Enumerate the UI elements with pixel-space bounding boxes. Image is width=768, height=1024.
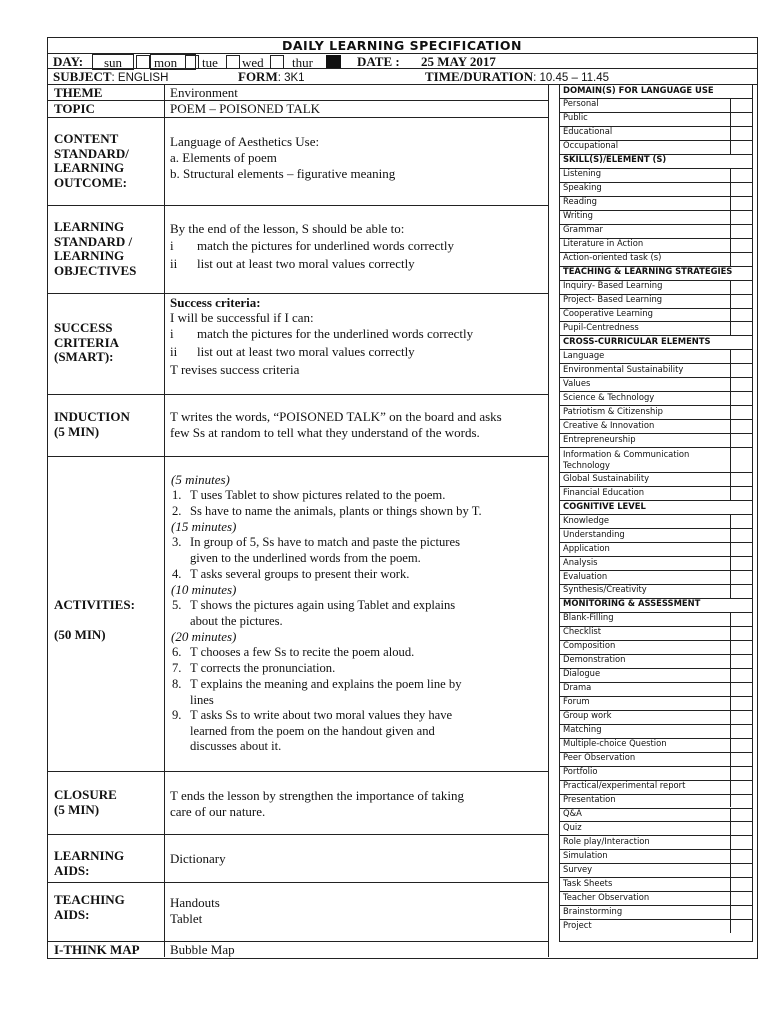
date-label: DATE :: [357, 54, 400, 69]
sidebar-checkbox[interactable]: [730, 640, 752, 654]
success-criteria-item: list out at least two moral values correctly: [197, 344, 415, 359]
sidebar-checkbox[interactable]: [730, 612, 752, 626]
sidebar-checkbox[interactable]: [730, 654, 752, 668]
sidebar-option-label: Q&A: [563, 808, 582, 818]
sidebar-option-label: Forum: [563, 696, 590, 707]
sidebar-option-label: Blank-Filling: [563, 612, 614, 623]
sidebar-checkbox[interactable]: [730, 308, 752, 322]
sidebar-checkbox[interactable]: [730, 766, 752, 780]
day-thur: thur: [292, 55, 313, 70]
activity-phase: (10 minutes): [171, 582, 237, 597]
sidebar-checkbox[interactable]: [730, 877, 752, 891]
activities-duration: (50 MIN): [54, 627, 106, 642]
learning-aids-value: Dictionary: [170, 851, 226, 866]
sidebar-checkbox[interactable]: [730, 224, 752, 238]
ithink-value: Bubble Map: [170, 942, 235, 957]
sidebar-checkbox[interactable]: [730, 472, 752, 486]
learning-aids-label: LEARNING AIDS:: [54, 848, 125, 878]
sidebar-option-label: Survey: [563, 863, 593, 874]
sidebar-checkbox[interactable]: [730, 849, 752, 863]
sidebar-checkbox[interactable]: [730, 363, 752, 377]
sidebar-checkbox[interactable]: [730, 238, 752, 252]
sidebar-option-label: Application: [563, 542, 610, 553]
learning-objective: list out at least two moral values correctly: [197, 256, 415, 271]
content-standard-label: CONTENT STANDARD/ LEARNING OUTCOME:: [54, 131, 129, 190]
learning-standard-label: LEARNING STANDARD / LEARNING OBJECTIVES: [54, 219, 137, 278]
sidebar-option-label: Patriotism & Citizenship: [563, 405, 663, 416]
day-sun: sun: [104, 55, 123, 70]
sidebar-checkbox[interactable]: [730, 919, 752, 933]
activity-phase: (20 minutes): [171, 629, 237, 644]
sidebar-checkbox[interactable]: [730, 321, 752, 335]
day-label: DAY:: [53, 54, 84, 69]
sidebar-checkbox[interactable]: [730, 556, 752, 570]
time-label: TIME/DURATION: [425, 69, 534, 84]
sidebar-option-label: Personal: [563, 98, 599, 109]
induction-label: INDUCTION (5 MIN): [54, 409, 130, 439]
sidebar-option-label: Multiple-choice Question: [563, 738, 667, 749]
sidebar-option-label: Peer Observation: [563, 752, 636, 763]
sidebar-option-label: Project: [563, 919, 592, 930]
sidebar-checkbox[interactable]: [730, 626, 752, 640]
content-standard-text: Language of Aesthetics Use: a. Elements of poem b. Structural elements – figurative meaning: [170, 134, 396, 181]
sidebar-option-label: Drama: [563, 682, 592, 693]
sidebar-checkbox[interactable]: [730, 696, 752, 710]
sidebar-option-label: Creative & Innovation: [563, 419, 655, 430]
success-criteria-intro: I will be successful if I can:: [170, 310, 314, 325]
success-criteria-note: T revises success criteria: [170, 362, 300, 377]
sidebar-option-label: Role play/Interaction: [563, 835, 650, 846]
sidebar-option-label: Presentation: [563, 794, 616, 805]
sidebar-option-label: Grammar: [563, 224, 603, 235]
sidebar-option-label: Quiz: [563, 821, 582, 832]
sidebar-option-label: Financial Education: [563, 486, 645, 497]
activity-phase: (15 minutes): [171, 519, 237, 534]
learning-objective: match the pictures for underlined words correctly: [197, 238, 455, 253]
sidebar-checkbox[interactable]: [730, 433, 752, 447]
sidebar-option-label: Group work: [563, 710, 612, 721]
sidebar-checkbox[interactable]: [730, 542, 752, 556]
learning-standard-intro: By the end of the lesson, S should be able to:: [170, 221, 405, 236]
day-check-sun[interactable]: [136, 55, 150, 69]
sidebar-option-label: Occupational: [563, 140, 619, 151]
sidebar-checkbox[interactable]: [730, 447, 752, 472]
activity-phase: (5 minutes): [171, 472, 230, 487]
day-wed: wed: [242, 55, 264, 70]
sidebar-option-label: Composition: [563, 640, 616, 651]
sidebar-option-label: Analysis: [563, 556, 598, 567]
sidebar-checkbox[interactable]: [730, 570, 752, 584]
sidebar-checkbox[interactable]: [730, 528, 752, 542]
sidebar-option-label: Environmental Sustainability: [563, 363, 684, 374]
sidebar-option-label: Portfolio: [563, 766, 598, 777]
sidebar-option-label: Listening: [563, 168, 602, 179]
sidebar-option-label: Evaluation: [563, 570, 608, 581]
learning-objective-num: ii: [170, 256, 178, 271]
sidebar-option-label: Language: [563, 349, 605, 360]
sidebar-option-label: Educational: [563, 126, 613, 137]
day-check-thur-filled[interactable]: [326, 55, 341, 68]
time-value: : 10.45 – 11.45: [533, 72, 609, 84]
success-criteria-num: ii: [170, 344, 178, 359]
sidebar-section-heading: MONITORING & ASSESSMENT: [563, 598, 701, 609]
form-label: FORM: [238, 69, 278, 84]
sidebar-checkbox[interactable]: [730, 808, 752, 822]
subject-value: : ENGLISH: [111, 72, 169, 84]
sidebar-checkbox[interactable]: [730, 835, 752, 849]
sidebar-checkbox[interactable]: [730, 349, 752, 363]
sidebar-option-label: Information & Communication Technology: [563, 448, 690, 470]
sidebar-option-label: Science & Technology: [563, 391, 655, 402]
sidebar-checkbox[interactable]: [730, 377, 752, 391]
sidebar-option-label: Practical/experimental report: [563, 780, 686, 791]
sidebar-option-label: Cooperative Learning: [563, 308, 653, 319]
sidebar-checkbox[interactable]: [730, 905, 752, 919]
sidebar-checkbox[interactable]: [730, 514, 752, 528]
sidebar-checkbox[interactable]: [730, 752, 752, 766]
sidebar-checkbox[interactable]: [730, 486, 752, 500]
sidebar-checkbox[interactable]: [730, 140, 752, 154]
day-tue: tue: [202, 55, 218, 70]
sidebar-option-label: Synthesis/Creativity: [563, 584, 647, 595]
sidebar-checkbox[interactable]: [730, 794, 752, 808]
sidebar-option-label: Dialogue: [563, 668, 601, 679]
sidebar-checkbox[interactable]: [730, 126, 752, 140]
sidebar-option-label: Demonstration: [563, 654, 626, 665]
sidebar-option-label: Understanding: [563, 528, 625, 539]
success-criteria-heading: Success criteria:: [170, 295, 261, 310]
theme-value: Environment: [170, 85, 238, 100]
day-mon: mon: [154, 55, 178, 70]
sidebar-checkbox[interactable]: [730, 252, 752, 266]
sidebar-row-divider: [559, 808, 752, 809]
sidebar-option-label: Teacher Observation: [563, 891, 650, 902]
success-criteria-num: i: [170, 326, 174, 341]
learning-objective-num: i: [170, 238, 174, 253]
sidebar-checkbox[interactable]: [730, 168, 752, 182]
sidebar-checkbox[interactable]: [730, 182, 752, 196]
date-value: 25 MAY 2017: [421, 54, 496, 69]
sidebar-option-label: Entrepreneurship: [563, 433, 636, 444]
sidebar-option-label: Pupil-Centredness: [563, 321, 639, 332]
sidebar-option-label: Task Sheets: [563, 877, 613, 888]
topic-value: POEM – POISONED TALK: [170, 101, 321, 116]
sidebar-checkbox[interactable]: [730, 210, 752, 224]
document-title: DAILY LEARNING SPECIFICATION: [282, 38, 522, 53]
subject-label: SUBJECT: [53, 69, 112, 84]
sidebar-option-label: Knowledge: [563, 514, 610, 525]
sidebar-section-heading: SKILL(S)/ELEMENT (S): [563, 154, 667, 165]
sidebar-option-label: Matching: [563, 724, 602, 735]
closure-text: T ends the lesson by strengthen the importance of taking care of our nature.: [170, 788, 464, 819]
sidebar-option-label: Brainstorming: [563, 905, 623, 916]
sidebar-checkbox[interactable]: [730, 196, 752, 210]
teaching-aids-text: Handouts Tablet: [170, 895, 220, 926]
sidebar-checkbox[interactable]: [730, 98, 752, 112]
sidebar-checkbox[interactable]: [730, 821, 752, 835]
sidebar-option-label: Speaking: [563, 182, 602, 193]
closure-label: CLOSURE (5 MIN): [54, 787, 117, 817]
activities-label: ACTIVITIES:: [54, 597, 135, 612]
sidebar-checkbox[interactable]: [730, 682, 752, 696]
form-value: : 3K1: [277, 72, 305, 84]
sidebar-checkbox[interactable]: [730, 419, 752, 433]
sidebar-row-divider: [559, 821, 752, 822]
day-check-tue[interactable]: [226, 55, 240, 69]
sidebar-option-label: Writing: [563, 210, 593, 221]
success-criteria-label: SUCCESS CRITERIA (SMART):: [54, 320, 120, 364]
sidebar-section-heading: COGNITIVE LEVEL: [563, 500, 646, 511]
sidebar-checkbox[interactable]: [730, 584, 752, 598]
sidebar-checkbox[interactable]: [730, 668, 752, 682]
sidebar-option-label: Reading: [563, 196, 597, 207]
sidebar-checkbox[interactable]: [730, 738, 752, 752]
sidebar-option-label: Global Sustainability: [563, 472, 650, 483]
sidebar-checkbox[interactable]: [730, 780, 752, 794]
theme-label: THEME: [54, 85, 103, 100]
sidebar-checkbox[interactable]: [730, 391, 752, 405]
sidebar-option-label: Public: [563, 112, 588, 123]
teaching-aids-label: TEACHING AIDS:: [54, 892, 125, 922]
sidebar-option-label: Literature in Action: [563, 238, 644, 249]
day-check-wed[interactable]: [270, 55, 284, 69]
sidebar-checkbox[interactable]: [730, 112, 752, 126]
sidebar-section-heading: CROSS-CURRICULAR ELEMENTS: [563, 335, 711, 346]
sidebar-section-heading: TEACHING & LEARNING STRATEGIES: [563, 266, 733, 277]
sidebar-option-label: Values: [563, 377, 591, 388]
sidebar-checkbox[interactable]: [730, 891, 752, 905]
sidebar-section-heading: DOMAIN(S) FOR LANGUAGE USE: [563, 84, 714, 95]
sidebar-checkbox[interactable]: [730, 294, 752, 308]
sidebar-checkbox[interactable]: [730, 724, 752, 738]
sidebar-option-label: Project- Based Learning: [563, 294, 663, 305]
sidebar-checkbox[interactable]: [730, 280, 752, 294]
sidebar-option-label: Simulation: [563, 849, 608, 860]
sidebar-checkbox[interactable]: [730, 710, 752, 724]
sidebar-checkbox[interactable]: [730, 863, 752, 877]
sidebar-checkbox[interactable]: [730, 405, 752, 419]
day-check-mon[interactable]: [185, 55, 199, 69]
sidebar-option-label: Action-oriented task (s): [563, 252, 662, 263]
success-criteria-item: match the pictures for the underlined words correctly: [197, 326, 474, 341]
ithink-label: I-THINK MAP: [54, 942, 140, 957]
induction-text: T writes the words, “POISONED TALK” on the board and asks few Ss at random to tell what they understand of the words.: [170, 409, 502, 440]
topic-label: TOPIC: [54, 101, 95, 116]
sidebar-option-label: Inquiry- Based Learning: [563, 280, 663, 291]
sidebar-option-label: Checklist: [563, 626, 602, 637]
